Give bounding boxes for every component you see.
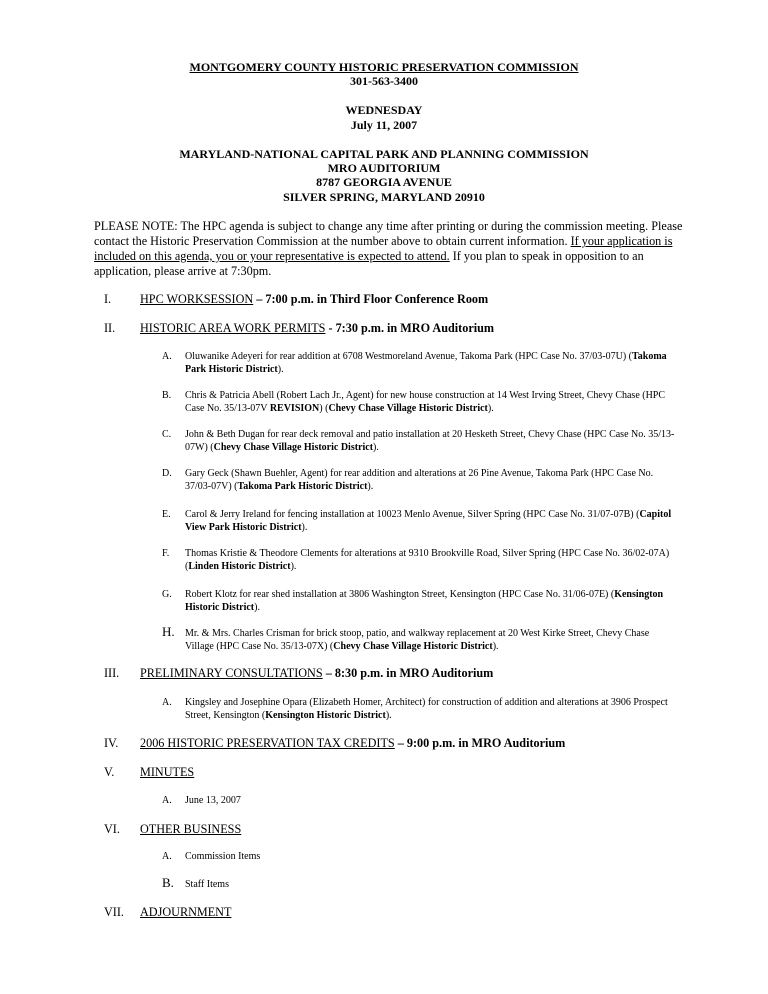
item-text: Carol & Jerry Ireland for fencing installation at 10023 Menlo Avenue, Silver Spring (HPC Case No. 31/07-07B) ( (185, 509, 640, 520)
section-title: MINUTES (140, 765, 195, 779)
section-title: ADJOURNMENT (140, 905, 232, 919)
item-text: Mr. & Mrs. Charles Crisman for brick stoop, patio, and walkway replacement at 20 West Kirke Street, Chevy Chase Village (HPC Case No. 35/13-07X) ( (185, 628, 650, 652)
item-text: John & Beth Dugan for rear deck removal and patio installation at 20 Hesketh Street, Chevy Chase (HPC Case No. 35/13-07W) ( (185, 429, 675, 453)
item-district: Kensington Historic District (185, 589, 664, 613)
section-title: OTHER BUSINESS (140, 822, 242, 836)
item-mid: ) ( (319, 403, 329, 414)
note-text-1: PLEASE NOTE: The HPC agenda is subject to change any time after printing or during the commission meeting. Please contact the Historic Preservation Commission at the number above to obtain current information. (94, 219, 683, 248)
item-letter: E. (162, 509, 171, 520)
section-number: II. (104, 321, 116, 335)
item-letter: A. (162, 697, 172, 708)
item-letter: G. (162, 589, 172, 600)
meeting-date: July 11, 2007 (350, 118, 418, 132)
item-letter: B. (162, 390, 172, 401)
item-letter: A. (162, 351, 172, 362)
item-end: ). (367, 481, 374, 492)
item-end: ). (254, 602, 260, 613)
section-number: III. (104, 666, 120, 680)
please-note-paragraph (94, 219, 684, 279)
item-letter: C. (162, 429, 172, 440)
note-attendance-underlined: If your application is included on this agenda, you or your representative is expected to attend. (94, 234, 673, 263)
item-text: Gary Geck (Shawn Buehler, Agent) for rear addition and alterations at 26 Pine Avenue, Takoma Park (HPC Case No. 37/03-07V) ( (185, 468, 654, 492)
section-time: - 7:30 p.m. in MRO Auditorium (325, 321, 495, 335)
item-text: Robert Klotz for rear shed installation at 3806 Washington Street, Kensington (HPC Case No. 31/06-07E) ( (185, 589, 615, 600)
item-district: Chevy Chase Village Historic District (328, 403, 488, 414)
item-text: Oluwanike Adeyeri for rear addition at 6708 Westmoreland Avenue, Takoma Park (HPC Case No. 37/03-07U) ( (185, 351, 633, 362)
item-letter: A. (162, 795, 172, 806)
venue-room: MRO AUDITORIUM (327, 161, 441, 175)
venue-city: SILVER SPRING, MARYLAND 20910 (283, 190, 485, 204)
item-text: Thomas Kristie & Theodore Clements for alterations at 9310 Brookville Road, Silver Spring (HPC Case No. 36/02-07A) ( (185, 548, 670, 572)
commission-title: MONTGOMERY COUNTY HISTORIC PRESERVATION COMMISSION (189, 60, 579, 74)
item-end: ). (385, 710, 392, 721)
section-title: 2006 HISTORIC PRESERVATION TAX CREDITS (140, 736, 395, 750)
section-number: IV. (104, 736, 119, 750)
note-text-2: If you plan to speak in opposition to an application, please arrive at 7:30pm. (94, 249, 644, 278)
item-letter: B. (162, 875, 174, 890)
item-district: Kensington Historic District (265, 710, 386, 721)
item-district: Capitol View Park Historic District (185, 509, 672, 533)
item-district: Linden Historic District (188, 561, 291, 572)
item-end: ). (301, 522, 308, 533)
section-title: PRELIMINARY CONSULTATIONS (140, 666, 323, 680)
item-text: Kingsley and Josephine Opara (Elizabeth Homer, Architect) for construction of addition and alterations at 3906 Prospect Street, Kensington ( (185, 697, 668, 721)
item-text: Commission Items (185, 851, 261, 862)
section-title: HISTORIC AREA WORK PERMITS (140, 321, 326, 335)
item-district: Takoma Park Historic District (237, 481, 368, 492)
item-letter: H. (162, 624, 175, 639)
item-district: Takoma Park Historic District (185, 351, 667, 375)
section-number: V. (104, 765, 115, 779)
section-time: – 7:00 p.m. in Third Floor Conference Room (253, 292, 489, 306)
item-letter: F. (162, 548, 170, 559)
section-title: HPC WORKSESSION (140, 292, 254, 306)
section-time: – 8:30 p.m. in MRO Auditorium (322, 666, 494, 680)
meeting-day: WEDNESDAY (345, 103, 423, 117)
item-end: ). (492, 641, 499, 652)
item-end: ). (277, 364, 284, 375)
item-district: Chevy Chase Village Historic District (213, 442, 374, 453)
item-district: Chevy Chase Village Historic District (333, 641, 493, 652)
item-end: ). (487, 403, 494, 414)
item-end: ). (373, 442, 379, 453)
item-letter: A. (162, 851, 172, 862)
item-text: Chris & Patricia Abell (Robert Lach Jr., Agent) for new house construction at 14 West Irving Street, Chevy Chase (HPC Case No. 35/13-07V (185, 390, 666, 414)
section-number: I. (104, 292, 112, 306)
section-time: – 9:00 p.m. in MRO Auditorium (394, 736, 566, 750)
venue-org: MARYLAND-NATIONAL CAPITAL PARK AND PLANNING COMMISSION (179, 147, 589, 161)
item-end: ). (290, 561, 297, 572)
item-letter: D. (162, 468, 172, 479)
section-number: VII. (104, 905, 124, 919)
section-number: VI. (104, 822, 120, 836)
item-text: Staff Items (185, 879, 229, 890)
item-text: June 13, 2007 (185, 795, 241, 806)
venue-street: 8787 GEORGIA AVENUE (316, 175, 452, 189)
commission-phone: 301-563-3400 (350, 74, 418, 88)
item-revision: REVISION (269, 403, 320, 414)
